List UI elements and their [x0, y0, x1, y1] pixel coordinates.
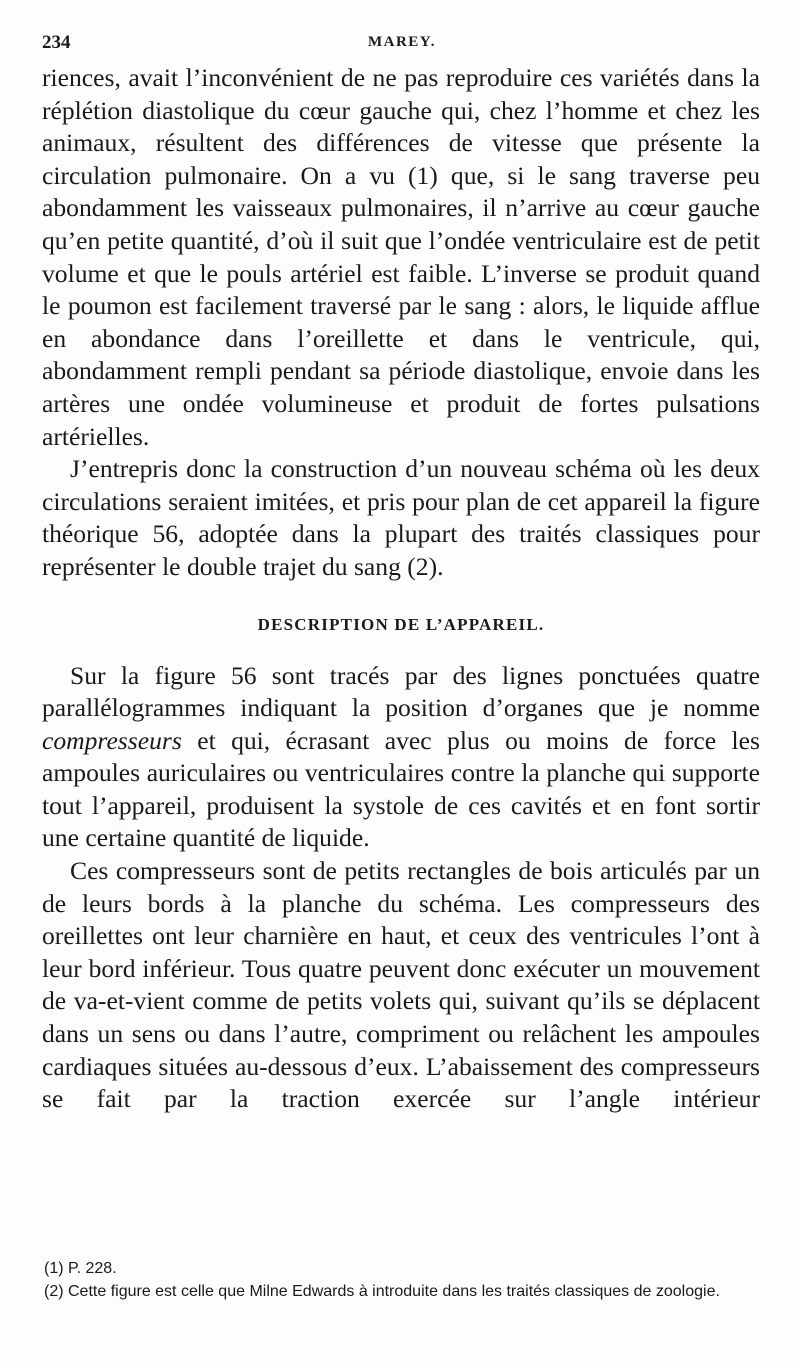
paragraph-construction: J’entrepris donc la construction d’un nouveau schéma où les deux circulations seraient imitées, et pris pour plan de cet appareil la figure théorique 56, adoptée dans la plupart des traités classiques pour représenter le double trajet du sang (2).: [42, 454, 760, 581]
paragraph-figure-56-start: Sur la figure 56 sont tracés par des lignes ponctuées quatre parallélogrammes indiquant la position d’organes que je nomme: [42, 660, 760, 723]
section-heading: DESCRIPTION DE L’APPAREIL.: [257, 614, 545, 634]
page-header: [42, 28, 762, 58]
page-number: 234: [42, 32, 71, 53]
italic-term: compresseurs: [42, 725, 182, 755]
footnote-1: (1) P. 228.: [44, 1260, 117, 1277]
body-text: [42, 62, 760, 1116]
running-head: MAREY.: [367, 34, 437, 50]
paragraph-continuation: riences, avait l’inconvénient de ne pas reproduire ces variétés dans la réplétion diastolique du cœur gauche qui, chez l’homme et chez les animaux, résultent des différences de vitesse que présente la circulation pulmonaire. On a vu (1) que, si le sang traverse peu abondamment les vaisseaux pulmonaires, il n’arrive au cœur gauche qu’en petite quantité, d’où il suit que l’ondée ventriculaire est de petit volume et que le pouls artériel est faible. L’inverse se produit quand le poumon est facilement traversé par le sang : alors, le liquide afflue en abondance dans l’oreillette et dans le ventricule, qui, abondamment rempli pendant sa période diastolique, envoie dans les artères une ondée volumineuse et produit de fortes pulsations artérielles.: [42, 63, 760, 451]
paragraph-compresseurs: Ces compresseurs sont de petits rectangles de bois articulés par un de leurs bords à la planche du schéma. Les compresseurs des oreillettes ont leur charnière en haut, et ceux des ventricules l’ont à leur bord inférieur. Tous quatre peuvent donc exécuter un mouvement de va-et-vient comme de petits volets qui, suivant qu’ils se déplacent dans un sens ou dans l’autre, compriment ou relâchent les ampoules cardiaques situées au-dessous d’eux. L’abaissement des compresseurs se fait par la traction exercée sur l’angle intérieur: [42, 856, 760, 1114]
footnotes: [44, 1257, 756, 1303]
paragraph-figure-56: [42, 660, 760, 856]
paragraph-figure-56-end: et qui, écrasant avec plus ou moins de force les ampoules auriculaires ou ventriculaires contre la planche qui supporte tout l’appareil, produisent la systole de ces cavités et en font sortir une certaine quantité de liquide.: [42, 725, 760, 853]
footnote-2: (2) Cette figure est celle que Milne Edwards à introduite dans les traités classiques de zoologie.: [44, 1283, 720, 1300]
